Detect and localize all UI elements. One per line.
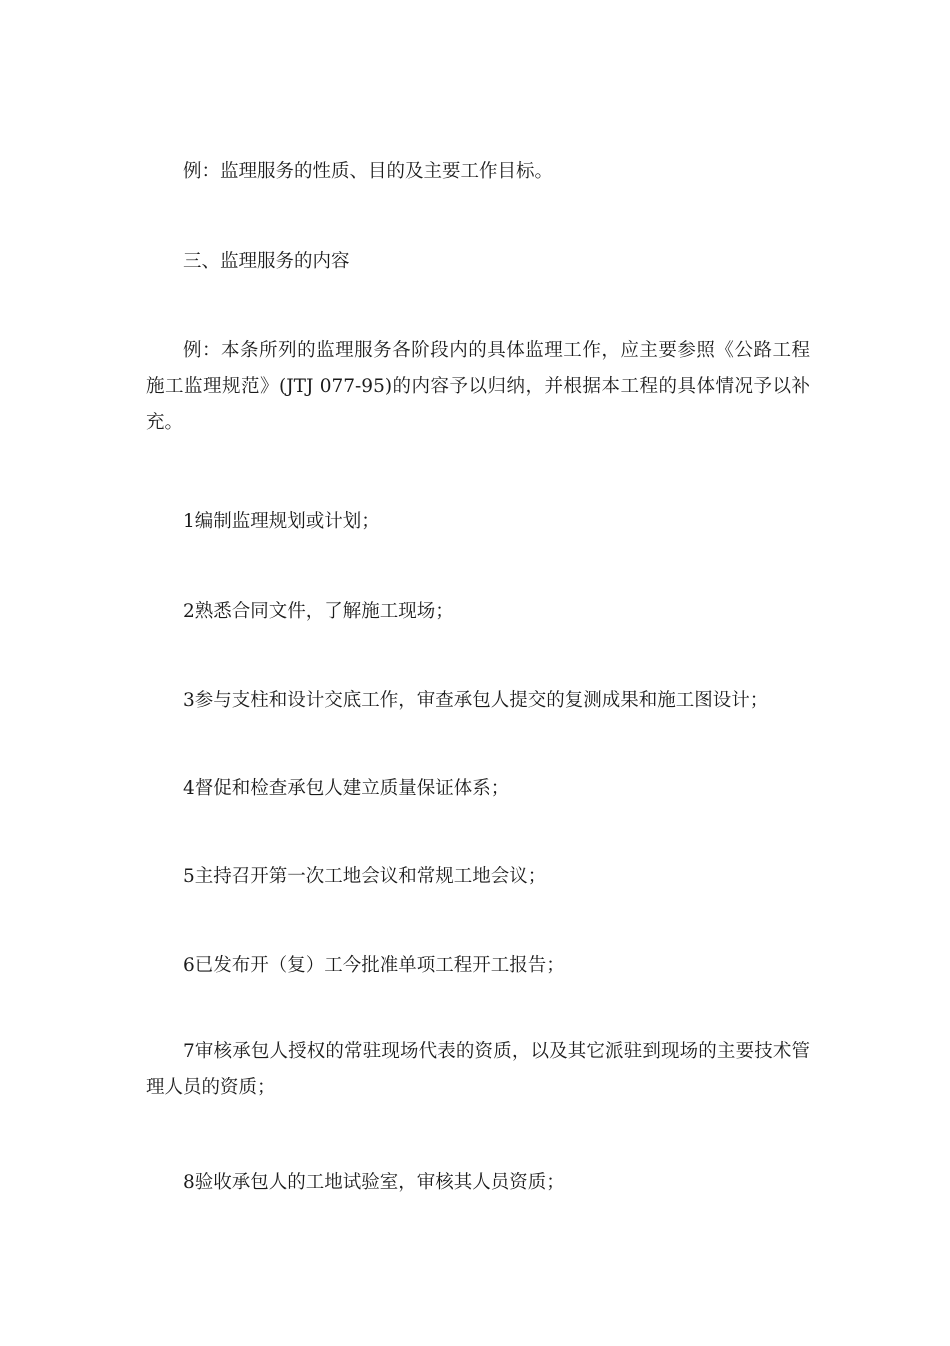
list-item-2: 2熟悉合同文件，了解施工现场；: [183, 601, 454, 622]
list-item-4: 4督促和检查承包人建立质量保证体系；: [183, 778, 510, 799]
list-item-5: 5主持召开第一次工地会议和常规工地会议；: [183, 866, 547, 887]
section-heading-service-content: 三、监理服务的内容: [183, 251, 350, 272]
list-item-6: 6已发布开（复）工今批准单项工程开工报告；: [183, 955, 565, 976]
list-item-3: 3参与支柱和设计交底工作，审查承包人提交的复测成果和施工图设计；: [183, 690, 769, 711]
list-item-8: 8验收承包人的工地试验室，审核其人员资质；: [183, 1172, 565, 1193]
paragraph-purpose-example: 例：监理服务的性质、目的及主要工作目标。: [183, 161, 554, 182]
list-item-7: 7审核承包人授权的常驻现场代表的资质，以及其它派驻到现场的主要技术管理人员的资质；: [146, 1041, 810, 1098]
list-item-1: 1编制监理规划或计划；: [183, 511, 380, 532]
paragraph-content-example: 例：本条所列的监理服务各阶段内的具体监理工作，应主要参照《公路工程施工监理规范》(JTJ 077-95)的内容予以归纳，并根据本工程的具体情况予以补充。: [146, 340, 810, 433]
